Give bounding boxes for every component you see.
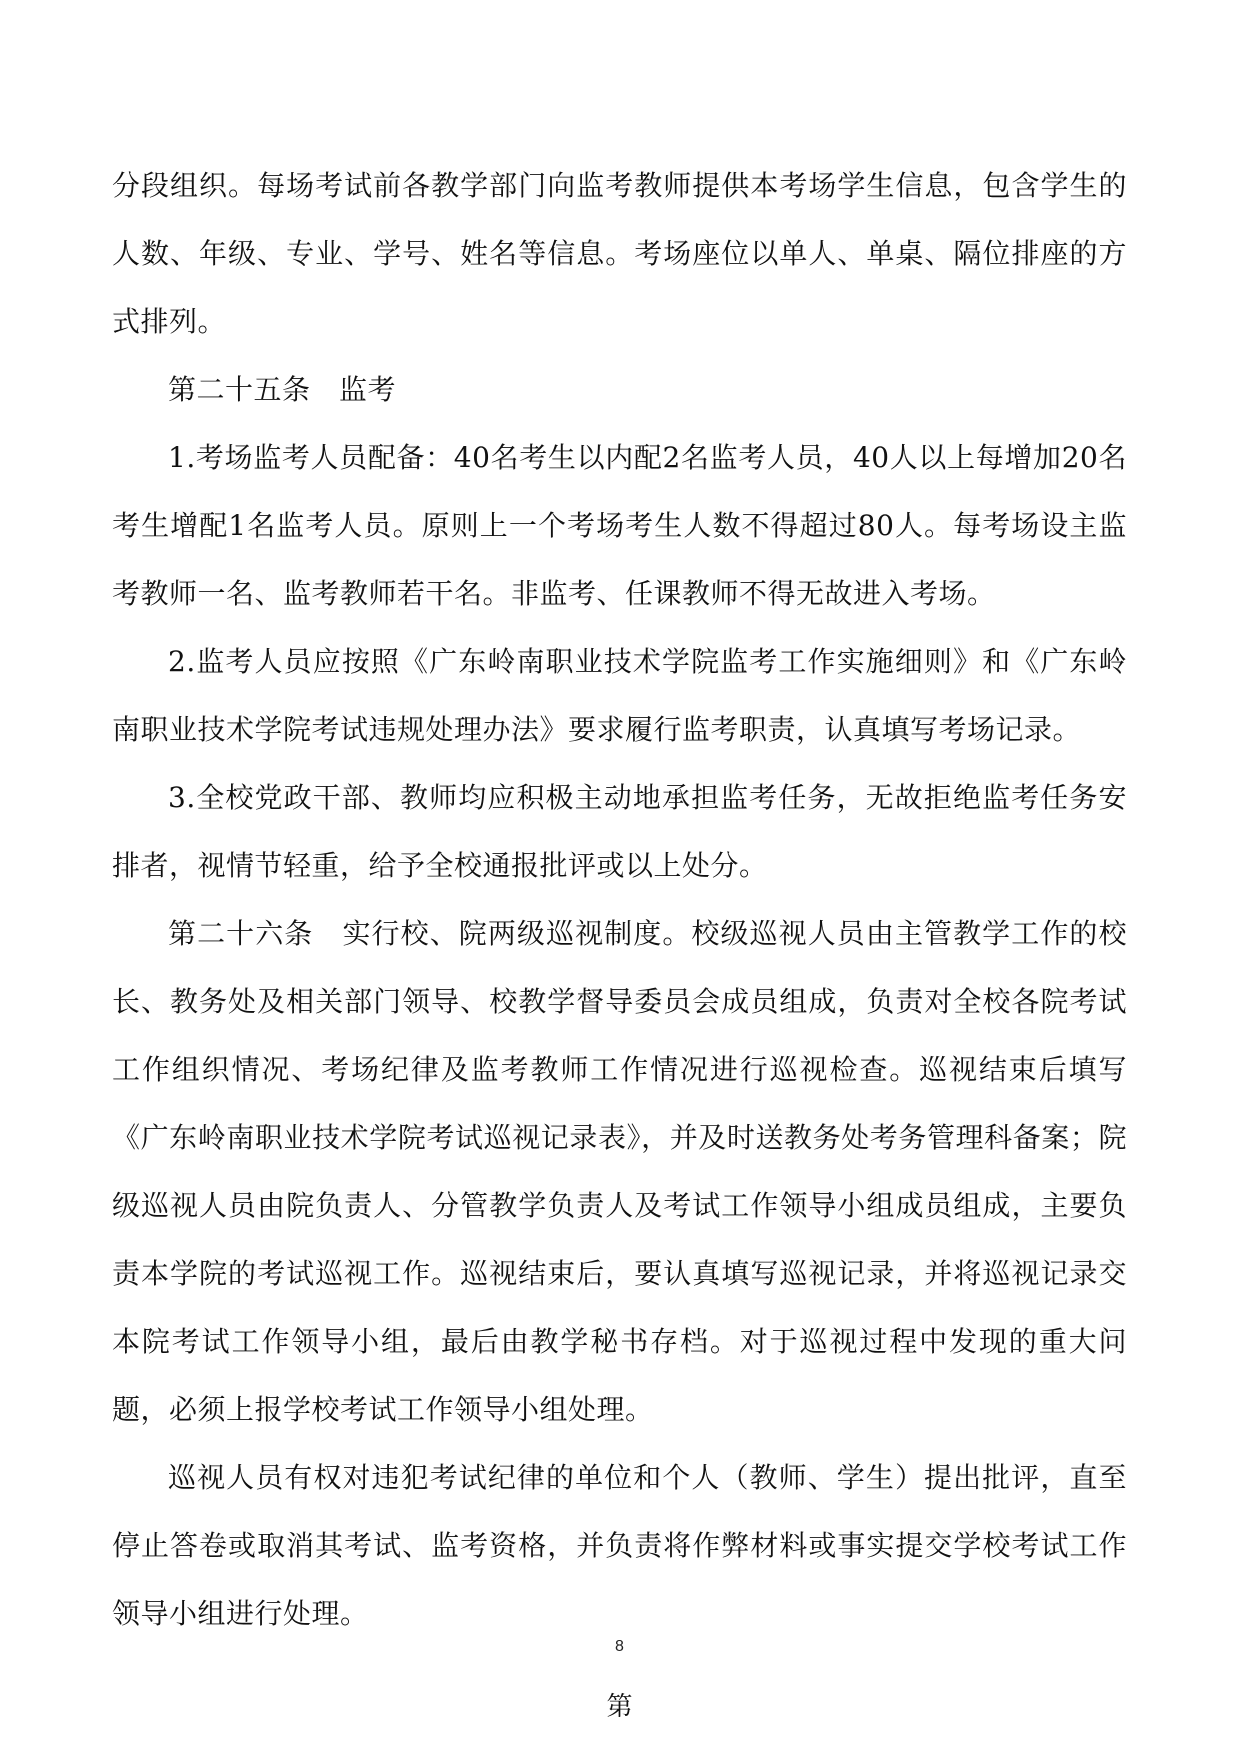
- article-25-item-1: 1.考场监考人员配备：40名考生以内配2名监考人员，40人以上每增加20名考生增配1名监考人员。原则上一个考场考生人数不得超过80人。每考场设主监考教师一名、监考教师若干名。非监考、任课教师不得无故进入考场。: [112, 441, 1127, 610]
- paragraph-continuation: 分段组织。每场考试前各教学部门向监考教师提供本考场学生信息，包含学生的人数、年级、专业、学号、姓名等信息。考场座位以单人、单桌、隔位排座的方式排列。: [112, 169, 1127, 338]
- article-25-item-3: 3.全校党政干部、教师均应积极主动地承担监考任务，无故拒绝监考任务安排者，视情节轻重，给予全校通报批评或以上处分。: [112, 781, 1127, 882]
- inspector-authority-paragraph: 巡视人员有权对违犯考试纪律的单位和个人（教师、学生）提出批评，直至停止答卷或取消其考试、监考资格，并负责将作弊材料或事实提交学校考试工作领导小组进行处理。: [112, 1461, 1127, 1630]
- article-25-heading: 第二十五条 监考: [168, 373, 397, 406]
- article-26-paragraph: 第二十六条 实行校、院两级巡视制度。校级巡视人员由主管教学工作的校长、教务处及相关部门领导、校教学督导委员会成员组成，负责对全校各院考试工作组织情况、考场纪律及监考教师工作情况进行巡视检查。巡视结束后填写《广东岭南职业技术学院考试巡视记录表》，并及时送教务处考务管理科备案；院级巡视人员由院负责人、分管教学负责人及考试工作领导小组成员组成，主要负责本学院的考试巡视工作。巡视结束后，要认真填写巡视记录，并将巡视记录交本院考试工作领导小组，最后由教学秘书存档。对于巡视过程中发现的重大问题，必须上报学校考试工作领导小组处理。: [112, 917, 1127, 1426]
- page-number: 8: [615, 1638, 624, 1655]
- footer-text: 第: [606, 1692, 633, 1722]
- document-body: [112, 152, 1127, 1648]
- article-25-item-2: 2.监考人员应按照《广东岭南职业技术学院监考工作实施细则》和《广东岭南职业技术学院考试违规处理办法》要求履行监考职责，认真填写考场记录。: [112, 645, 1127, 746]
